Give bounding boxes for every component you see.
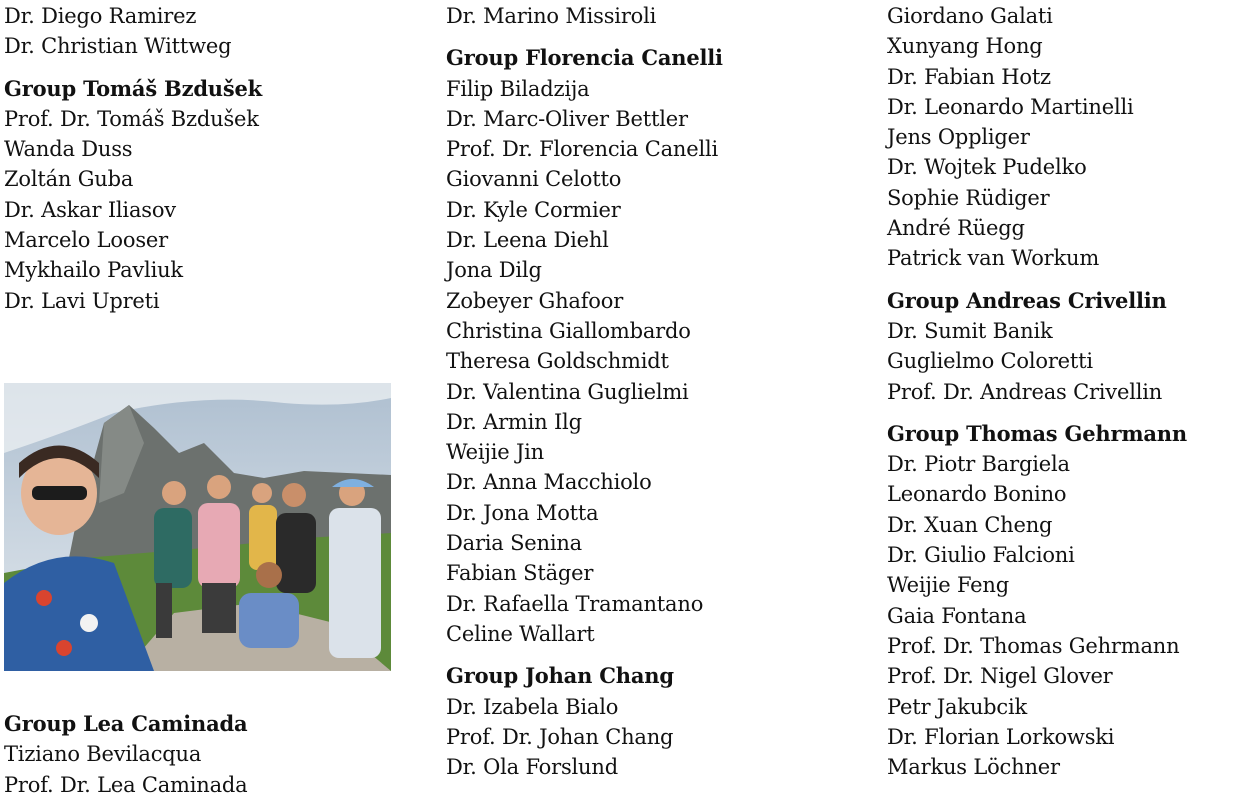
name-block [4, 74, 424, 316]
member-name: Tiziano Bevilacqua [4, 742, 202, 767]
group-lea-caminada-block [4, 709, 248, 800]
member-name: Prof. Dr. Andreas Crivellin [887, 379, 1163, 404]
member-name: Dr. Armin Ilg [446, 409, 582, 434]
name-block [887, 419, 1247, 783]
group-heading: Group Florencia Canelli [446, 45, 723, 71]
member-name: Giovanni Celotto [446, 167, 622, 192]
member-name: Wanda Duss [4, 137, 133, 162]
member-name: Prof. Dr. Johan Chang [446, 724, 674, 749]
member-name: Prof. Dr. Florencia Canelli [446, 137, 718, 162]
member-name: Mykhailo Pavliuk [4, 258, 183, 283]
member-name: Filip Biladzija [446, 76, 590, 101]
member-name: Petr Jakubcik [887, 694, 1028, 719]
group-heading: Group Thomas Gehrmann [887, 420, 1187, 446]
member-name: Xunyang Hong [887, 34, 1043, 59]
name-block [887, 286, 1247, 407]
member-name: Dr. Diego Ramirez [4, 4, 197, 28]
member-name: Dr. Askar Iliasov [4, 197, 176, 222]
member-name: Prof. Dr. Thomas Gehrmann [887, 633, 1180, 658]
member-name: Dr. Marino Missiroli [446, 4, 657, 28]
name-block [446, 1, 866, 31]
column-3 [887, 1, 1247, 782]
name-block [446, 661, 866, 782]
member-name: Dr. Rafaella Tramantano [446, 591, 704, 616]
member-name: Prof. Dr. Tomáš Bzdušek [4, 106, 259, 131]
member-name: Dr. Izabela Bialo [446, 694, 619, 719]
member-name: Gaia Fontana [887, 603, 1027, 628]
member-name: Sophie Rüdiger [887, 185, 1050, 210]
group-heading: Group Tomáš Bzdušek [4, 75, 263, 101]
member-name: Giordano Galati [887, 4, 1053, 28]
member-name: Dr. Jona Motta [446, 500, 599, 525]
group-photo-image [4, 383, 391, 671]
member-name: Dr. Christian Wittweg [4, 34, 232, 59]
member-name: Dr. Kyle Cormier [446, 197, 621, 222]
member-name: Jens Oppliger [887, 125, 1030, 150]
member-name: Dr. Giulio Falcioni [887, 543, 1075, 568]
name-block [887, 1, 1247, 274]
member-name: Zobeyer Ghafoor [446, 288, 624, 313]
name-block [446, 43, 866, 649]
group-heading: Group Lea Caminada [4, 711, 248, 736]
member-name: Markus Löchner [887, 755, 1060, 780]
member-name: Prof. Dr. Lea Caminada [4, 772, 248, 797]
name-block [4, 1, 424, 62]
group-heading: Group Andreas Crivellin [887, 287, 1167, 313]
member-name: Dr. Fabian Hotz [887, 64, 1051, 89]
member-name: Patrick van Workum [887, 246, 1100, 271]
member-name: Dr. Lavi Upreti [4, 288, 160, 313]
member-name: Dr. Sumit Banik [887, 318, 1053, 343]
member-name: Guglielmo Coloretti [887, 349, 1093, 374]
column-1 [4, 1, 424, 316]
member-name: Fabian Stäger [446, 561, 594, 586]
member-name: Leonardo Bonino [887, 482, 1067, 507]
member-name: Zoltán Guba [4, 167, 134, 192]
member-name: Christina Giallombardo [446, 318, 691, 343]
member-name: Theresa Goldschmidt [446, 349, 669, 374]
member-name: Weijie Feng [887, 573, 1009, 598]
member-name: Dr. Xuan Cheng [887, 512, 1053, 537]
member-name: Dr. Valentina Guglielmi [446, 379, 689, 404]
member-name: Dr. Leonardo Martinelli [887, 94, 1134, 119]
member-name: Daria Senina [446, 531, 583, 556]
member-name: Dr. Ola Forslund [446, 755, 618, 780]
member-name: Dr. Wojtek Pudelko [887, 155, 1087, 180]
member-name: Weijie Jin [446, 440, 545, 465]
member-name: Celine Wallart [446, 621, 595, 646]
member-name: Dr. Leena Diehl [446, 228, 609, 253]
member-name: Dr. Anna Macchiolo [446, 470, 652, 495]
member-name: Dr. Florian Lorkowski [887, 724, 1115, 749]
group-heading: Group Johan Chang [446, 663, 674, 689]
column-2 [446, 1, 866, 782]
member-name: André Rüegg [887, 216, 1025, 241]
member-name: Dr. Piotr Bargiela [887, 452, 1070, 477]
member-name: Marcelo Looser [4, 228, 168, 253]
group-photo [4, 383, 391, 671]
member-name: Jona Dilg [446, 258, 542, 283]
member-name: Prof. Dr. Nigel Glover [887, 664, 1113, 689]
member-name: Dr. Marc-Oliver Bettler [446, 106, 688, 131]
